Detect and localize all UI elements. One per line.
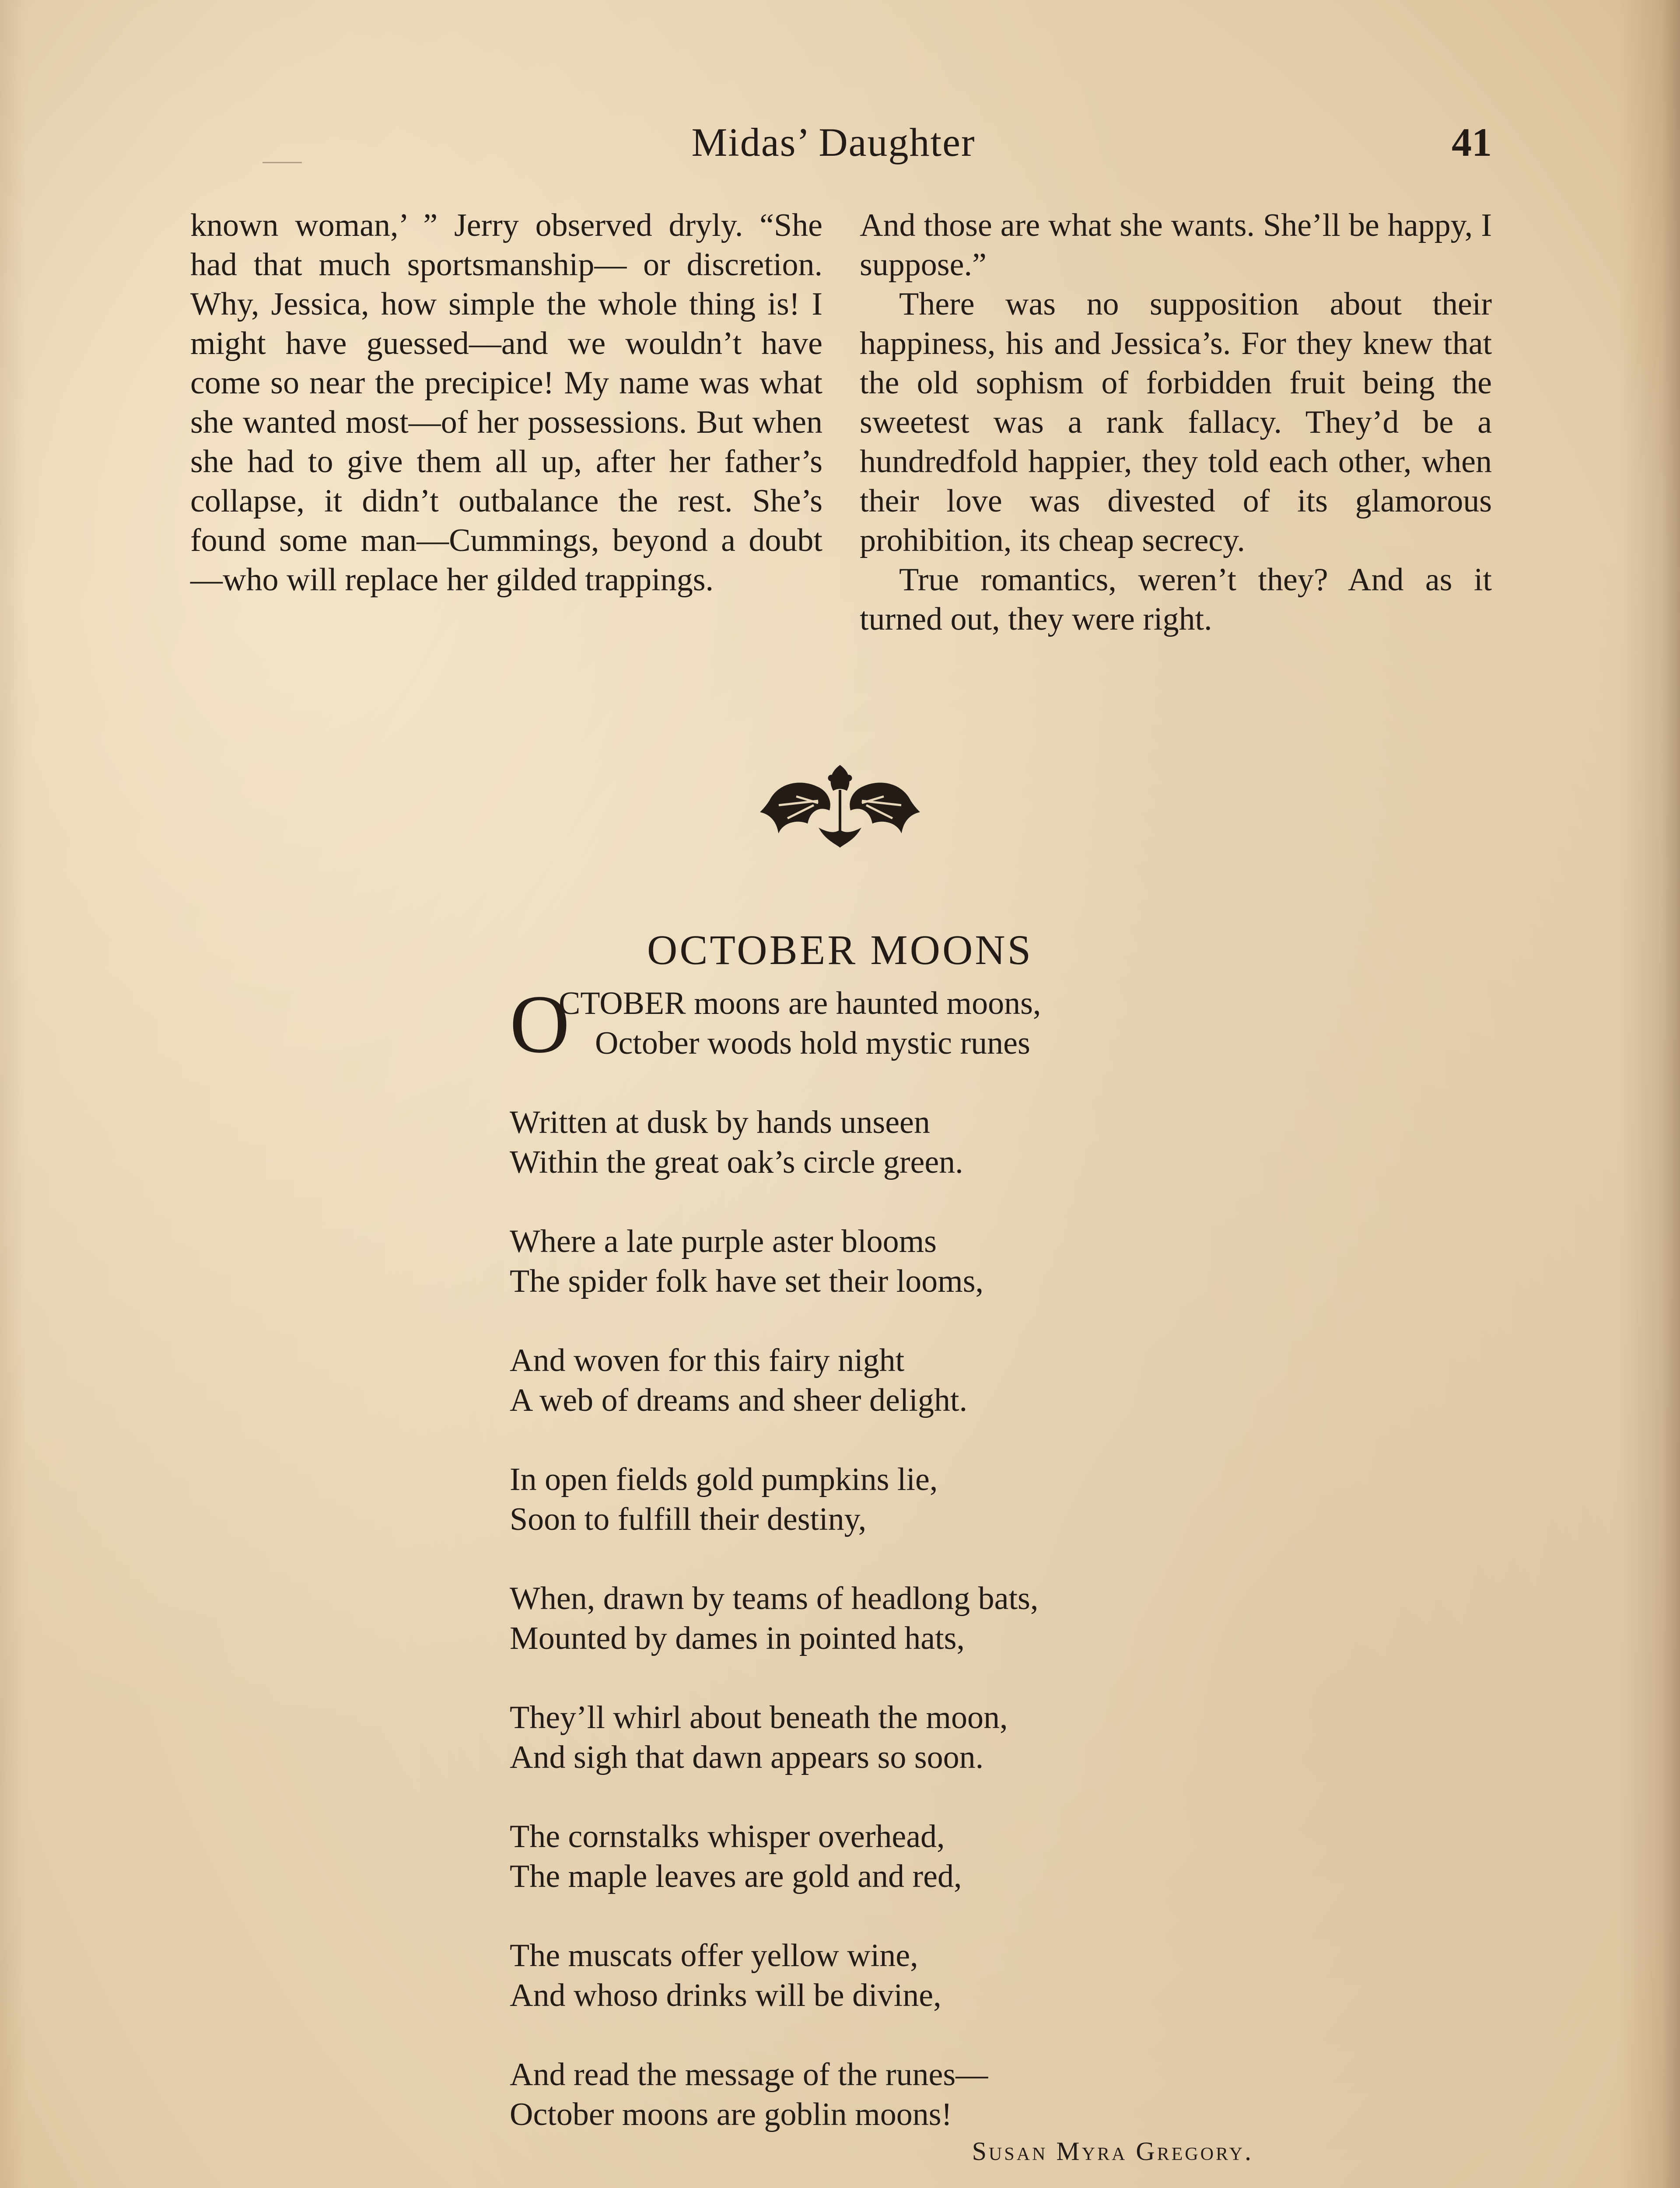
- poem-line: October moons are goblin moons!: [510, 2097, 952, 2132]
- poem-line: The muscats offer yellow wine,: [510, 1938, 918, 1974]
- poem-author: Susan Myra Gregory.: [972, 2137, 1253, 2166]
- poem-stanza: [510, 1579, 1428, 1659]
- poem-line: A web of dreams and sheer delight.: [510, 1382, 967, 1418]
- poem-title: OCTOBER MOONS: [647, 926, 1033, 973]
- poem: [510, 978, 1428, 2135]
- poem-stanza: [510, 1341, 1428, 1420]
- poem-stanza: [510, 1817, 1428, 1897]
- poem-stanza: [510, 1698, 1428, 1778]
- leaf-ornament-icon: [752, 753, 928, 853]
- poem-line: Within the great oak’s circle green.: [510, 1144, 963, 1180]
- poem-line: And whoso drinks will be divine,: [510, 1978, 942, 2013]
- poem-line: Soon to fulfill their destiny,: [510, 1501, 867, 1537]
- poem-line: Mounted by dames in pointed hats,: [510, 1620, 965, 1656]
- poem-stanza: [510, 2055, 1428, 2135]
- story-paragraph: And those are what she wants. She’ll be happy, I suppose.”: [860, 207, 1492, 283]
- story-paragraph: known woman,’ ” Jerry observed dryly. “She had that much sportsmanship— or discretion. Why, Jessica, how simple the whole thing is! I might have guessed—and we wouldn’t have come so near the precipice! My name was what she wanted most—of her possessions. But when she had to give them all up, after her father’s collapse, it didn’t outbalance the rest. She’s found some man—Cummings, beyond a doubt —who will replace her gilded trappings.: [190, 207, 822, 598]
- poem-line: CTOBER moons are haunted moons,: [559, 985, 1041, 1021]
- poem-line: In open fields gold pumpkins lie,: [510, 1462, 938, 1497]
- poem-stanza: [510, 1222, 1428, 1301]
- running-title: Midas’ Daughter: [691, 120, 976, 165]
- poem-line: The maple leaves are gold and red,: [510, 1858, 962, 1894]
- poem-stanza: [510, 1936, 1428, 2016]
- poem-line: And read the message of the runes—: [510, 2057, 988, 2093]
- poem-line: They’ll whirl about beneath the moon,: [510, 1700, 1008, 1736]
- poem-line: And sigh that dawn appears so soon.: [510, 1739, 984, 1775]
- story-paragraph: There was no supposition about their happiness, his and Jessica’s. For they knew that the old sophism of forbidden fruit being the sweetest was a rank fallacy. They’d be a hundredfold happier, they told each other, when their love was divested of its glamorous prohibition, its cheap secrecy.: [860, 286, 1492, 558]
- poem-stanza: [510, 978, 1428, 1070]
- poem-line: When, drawn by teams of headlong bats,: [510, 1581, 1039, 1616]
- poem-stanza: [510, 1460, 1428, 1539]
- story-column-left: [190, 206, 822, 600]
- page-edge-shadow-right: [1619, 0, 1680, 2188]
- page-edge-shadow-left: [0, 0, 26, 2188]
- poem-stanza: [510, 1103, 1428, 1182]
- running-head: [175, 119, 1492, 167]
- poem-line: The cornstalks whisper overhead,: [510, 1819, 945, 1855]
- poem-line: Written at dusk by hands unseen: [510, 1105, 930, 1140]
- story-paragraph: True romantics, weren’t they? And as it turned out, they were right.: [860, 562, 1492, 637]
- page-number: 41: [1452, 120, 1492, 165]
- drop-cap: O: [510, 978, 570, 1070]
- poem-line: Where a late purple aster blooms: [510, 1224, 937, 1259]
- poem-line: October woods hold mystic runes: [595, 1025, 1030, 1061]
- poem-line: And woven for this fairy night: [510, 1343, 905, 1378]
- story-column-right: [860, 206, 1492, 639]
- poem-line: The spider folk have set their looms,: [510, 1263, 984, 1299]
